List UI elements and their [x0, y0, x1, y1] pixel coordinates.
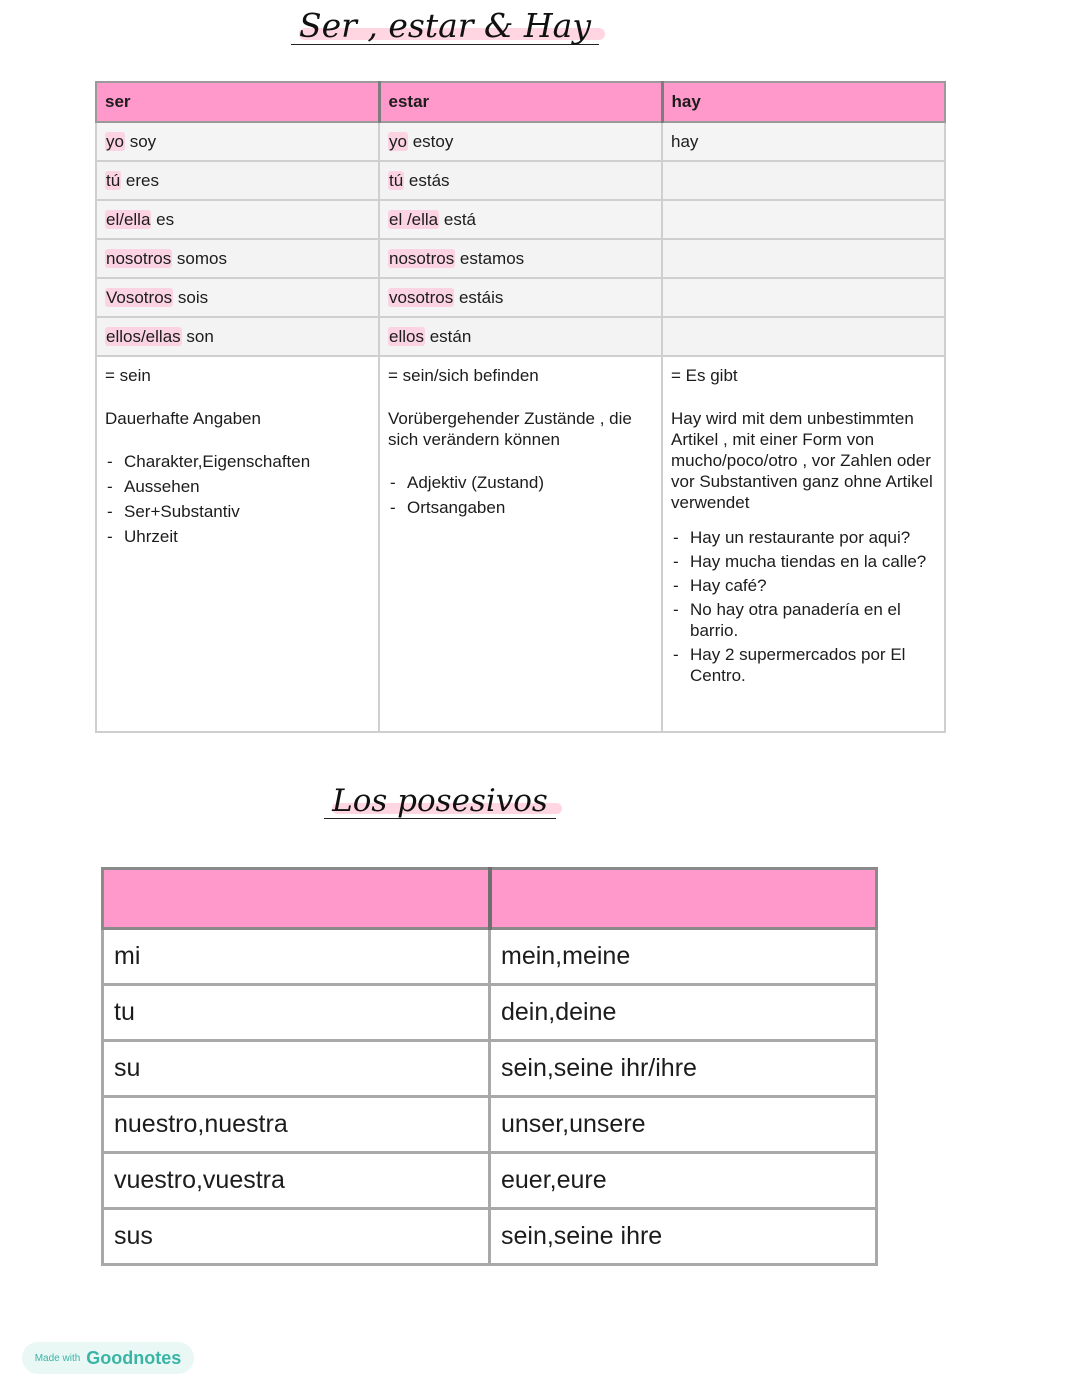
verb-form: eres	[121, 170, 159, 190]
header-ser: ser	[96, 82, 379, 122]
list-item: - Ser+Substantiv	[105, 501, 370, 522]
hay-example-list	[671, 527, 936, 686]
pronoun-highlight: yo	[389, 131, 407, 151]
hay-cell	[662, 122, 945, 161]
title-posesivos: Los posesivos	[324, 784, 556, 819]
hay-description: Hay wird mit dem unbestimmten Artikel , mit einer Form von mucho/poco/otro , vor Zahlen oder vor Substantiven ganz ohne Artikel verwendet	[671, 409, 933, 512]
pronoun-highlight: nosotros	[106, 248, 172, 268]
estar-cell	[379, 278, 662, 317]
list-item: - Ortsangaben	[388, 497, 653, 518]
pronoun-highlight: yo	[106, 131, 124, 151]
verb-form: estás	[404, 170, 450, 190]
pronoun-highlight: el /ella	[389, 209, 439, 229]
table-row	[96, 239, 945, 278]
ser-usage-list	[105, 451, 370, 547]
list-item: - Uhrzeit	[105, 526, 370, 547]
table-row	[96, 278, 945, 317]
estar-cell	[379, 122, 662, 161]
verb-form: está	[439, 209, 476, 229]
estar-usage-list	[388, 472, 653, 518]
verb-form: estáis	[454, 287, 504, 307]
verb-form: somos	[172, 248, 227, 268]
german-translation: euer,eure	[490, 1153, 877, 1209]
hay-cell	[662, 317, 945, 356]
list-item: - Hay 2 supermercados por El Centro.	[671, 644, 936, 686]
list-item: - Adjektiv (Zustand)	[388, 472, 653, 493]
ser-cell	[96, 317, 379, 356]
spanish-possessive: nuestro,nuestra	[103, 1097, 490, 1153]
badge-prefix: Made with	[34, 1352, 81, 1364]
pronoun-highlight: Vosotros	[106, 287, 173, 307]
page-title	[0, 6, 1080, 45]
header-empty-spanish	[103, 869, 490, 929]
german-translation: sein,seine ihre	[490, 1209, 877, 1265]
title-ser-estar-hay: Ser , estar & Hay	[291, 8, 599, 45]
spanish-possessive: vuestro,vuestra	[103, 1153, 490, 1209]
ser-cell	[96, 161, 379, 200]
verb-form: es	[151, 209, 175, 229]
hay-cell	[662, 200, 945, 239]
estar-meaning: = sein/sich befinden	[388, 366, 539, 385]
hay-notes	[662, 356, 945, 732]
ser-cell	[96, 239, 379, 278]
verb-form: estoy	[407, 131, 454, 151]
list-item: - No hay otra panadería en el barrio.	[671, 599, 936, 641]
ser-cell	[96, 200, 379, 239]
section-title	[0, 783, 980, 819]
verb-form: están	[424, 326, 472, 346]
pronoun-highlight: ellos	[389, 326, 424, 346]
ser-meaning: = sein	[105, 366, 151, 385]
estar-cell	[379, 317, 662, 356]
verb-form: hay	[671, 131, 699, 151]
table-row	[96, 200, 945, 239]
pronoun-highlight: nosotros	[389, 248, 455, 268]
spanish-possessive: sus	[103, 1209, 490, 1265]
verb-form: estamos	[455, 248, 525, 268]
german-translation: unser,unsere	[490, 1097, 877, 1153]
hay-cell	[662, 239, 945, 278]
table-header-row	[96, 82, 945, 122]
list-item: - Charakter,Eigenschaften	[105, 451, 370, 472]
pronoun-highlight: ellos/ellas	[106, 326, 181, 346]
german-translation: dein,deine	[490, 985, 877, 1041]
pronoun-highlight: tú	[389, 170, 404, 190]
notes-row	[96, 356, 945, 732]
spanish-possessive: mi	[103, 929, 490, 985]
header-hay: hay	[662, 82, 945, 122]
table-row	[103, 1209, 877, 1265]
german-translation: mein,meine	[490, 929, 877, 985]
list-item: - Aussehen	[105, 476, 370, 497]
pronoun-highlight: el/ella	[106, 209, 151, 229]
list-item: - Hay un restaurante por aqui?	[671, 527, 936, 548]
pronoun-highlight: vosotros	[389, 287, 454, 307]
estar-cell	[379, 161, 662, 200]
german-translation: sein,seine ihr/ihre	[490, 1041, 877, 1097]
hay-meaning: = Es gibt	[671, 366, 738, 385]
estar-notes	[379, 356, 662, 732]
ser-notes	[96, 356, 379, 732]
table-row	[103, 1041, 877, 1097]
estar-cell	[379, 239, 662, 278]
list-item: - Hay mucha tiendas en la calle?	[671, 551, 936, 572]
table-header-row	[103, 869, 877, 929]
goodnotes-logo: Goodnotes	[86, 1347, 182, 1368]
estar-description: Vorübergehender Zustände , die sich verändern können	[388, 409, 632, 449]
list-item: - Hay café?	[671, 575, 936, 596]
table-row	[96, 317, 945, 356]
table-row	[96, 122, 945, 161]
table-row	[103, 985, 877, 1041]
ser-estar-hay-table	[95, 81, 946, 733]
table-row	[103, 1153, 877, 1209]
ser-cell	[96, 122, 379, 161]
verb-form: soy	[124, 131, 157, 151]
table-row	[103, 929, 877, 985]
spanish-possessive: su	[103, 1041, 490, 1097]
table-row	[96, 161, 945, 200]
estar-cell	[379, 200, 662, 239]
ser-description: Dauerhafte Angaben	[105, 409, 261, 428]
spanish-possessive: tu	[103, 985, 490, 1041]
made-with-goodnotes-badge[interactable]	[22, 1342, 194, 1374]
hay-cell	[662, 278, 945, 317]
table-row	[103, 1097, 877, 1153]
header-estar: estar	[379, 82, 662, 122]
hay-cell	[662, 161, 945, 200]
verb-form: sois	[173, 287, 209, 307]
pronoun-highlight: tú	[106, 170, 121, 190]
verb-form: son	[181, 326, 214, 346]
header-empty-german	[490, 869, 877, 929]
posesivos-table	[101, 867, 878, 1266]
ser-cell	[96, 278, 379, 317]
